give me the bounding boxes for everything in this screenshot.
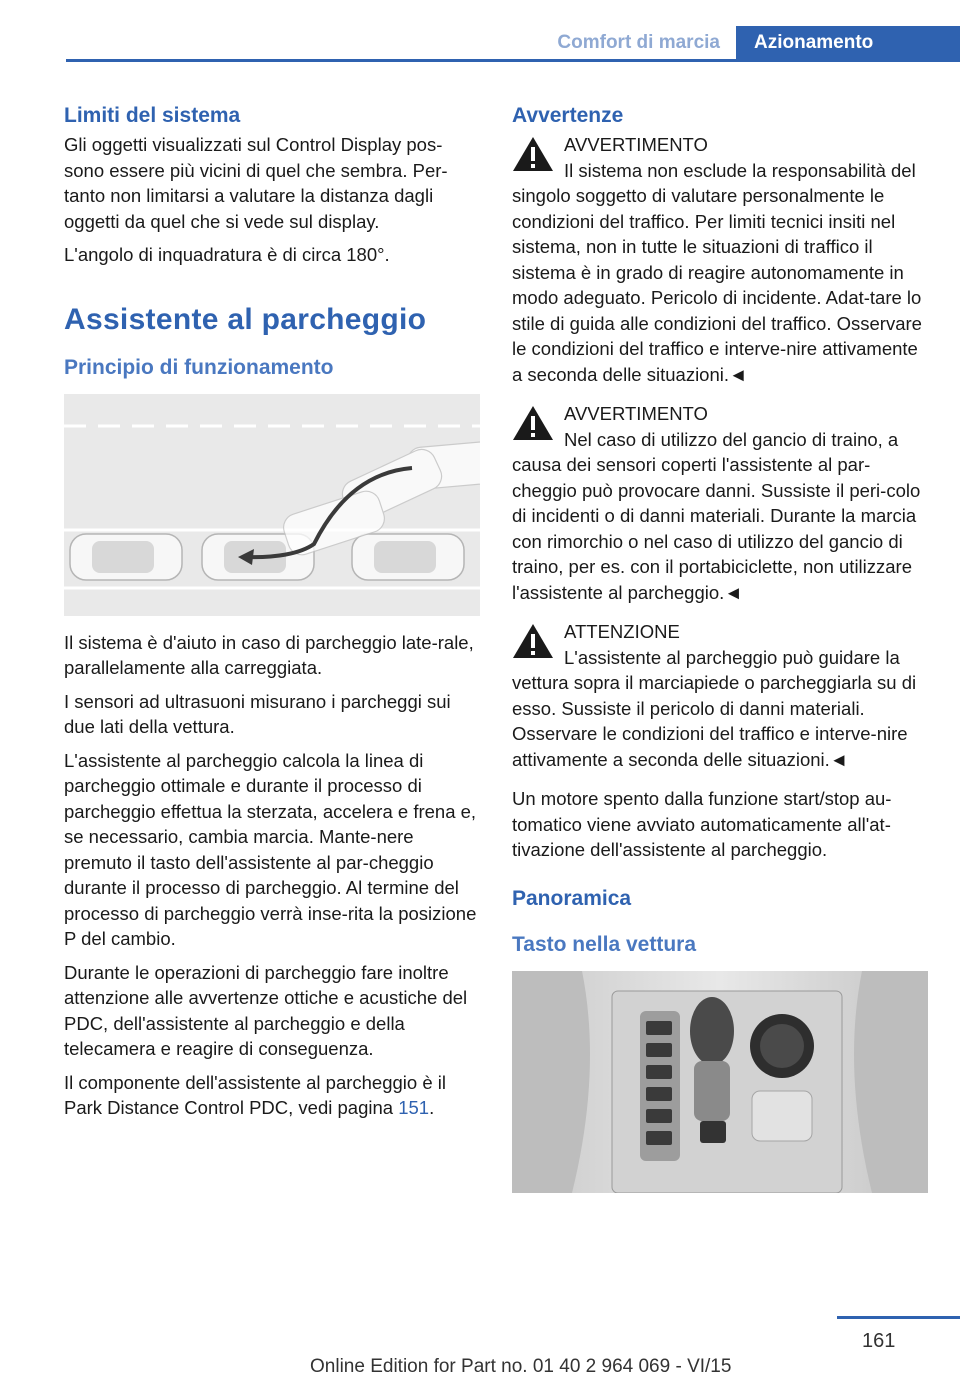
page-link[interactable]: 151	[398, 1097, 430, 1118]
paragraph-3: L'assistente al parcheggio calcola la linea di parcheggio ottimale e durante il processo di parcheggio effettua la sterzata, accelera e frena e, se necessario, cambia marcia. Mante-nere premuto il tasto dell'assistente al par-cheggio durante il processo di parcheggio. Al termine del processo di parcheggio verrà inse-rita la posizione P del cambio.	[64, 749, 477, 949]
warnings-heading: Avvertenze	[512, 104, 624, 127]
left-column	[64, 102, 480, 1129]
center-console-photo	[512, 971, 928, 1193]
limits-heading: Limiti del sistema	[64, 104, 241, 127]
parking-illustration	[64, 394, 480, 616]
principle-heading: Principio di funzionamento	[64, 355, 334, 379]
edition-note: Online Edition for Part no. 01 40 2 964 069 - VI/15	[310, 1356, 732, 1377]
parking-diagram	[64, 394, 480, 616]
page-footer	[0, 1316, 960, 1377]
right-column	[512, 102, 928, 1193]
button-heading: Tasto nella vettura	[512, 932, 696, 956]
section-heading: Assistente al parcheggio	[64, 302, 427, 336]
warning-triangle-icon	[512, 405, 554, 441]
footer-rule	[837, 1316, 960, 1319]
limits-paragraph-1: Gli oggetti visualizzati sul Control Display pos-sono essere più vicini di quel che sembra. Per-tanto non limitarsi a valutare la distanza dagli oggetti da quel che si vede sul display.	[64, 134, 448, 232]
page-number: 161	[862, 1330, 896, 1352]
warning-3-heading: ATTENZIONE	[564, 621, 680, 642]
console-illustration	[512, 971, 928, 1193]
pdc-reference-text: Il componente dell'assistente al parcheggio è il Park Distance Control PDC, vedi pagina	[64, 1071, 446, 1118]
page-header	[66, 26, 960, 62]
paragraph-5	[64, 1070, 480, 1121]
warning-3-body: L'assistente al parcheggio può guidare la vettura sopra il marciapiede o parcheggiarla su di esso. Sussiste il pericolo di danni materiali. Osservare le condizioni del traffico e interve-nire attivamente a seconda delle situazioni.◄	[512, 646, 917, 770]
warning-triangle-icon	[512, 136, 554, 172]
paragraph-5-end: .	[429, 1097, 435, 1118]
paragraph-4: Durante le operazioni di parcheggio fare inoltre attenzione alle avvertenze ottiche e acustiche del PDC, dell'assistente al parcheggio e della telecamera e reagire di conseguenza.	[64, 961, 468, 1059]
chapter-tab[interactable]: Comfort di marcia	[557, 32, 720, 53]
start-stop-paragraph: Un motore spento dalla funzione start/stop au-tomatico viene avviato automaticamente all'at-tivazione dell'assistente al parcheggio.	[512, 788, 892, 860]
limits-paragraph-2: L'angolo di inquadratura è di circa 180°.	[64, 244, 390, 265]
section-tab[interactable]: Azionamento	[736, 26, 960, 62]
overview-heading: Panoramica	[512, 886, 632, 910]
warning-1	[512, 132, 928, 387]
paragraph-2: I sensori ad ultrasuoni misurano i parcheggi sui due lati della vettura.	[64, 690, 451, 737]
warning-2-heading: AVVERTIMENTO	[564, 403, 708, 424]
warning-triangle-icon	[512, 623, 554, 659]
warning-1-heading: AVVERTIMENTO	[564, 134, 708, 155]
warning-3	[512, 619, 928, 772]
warning-2	[512, 401, 928, 605]
paragraph-1: Il sistema è d'aiuto in caso di parcheggio late-rale, parallelamente alla carreggiata.	[64, 631, 474, 678]
warning-1-body: Il sistema non esclude la responsabilità del singolo soggetto di valutare personalmente le condizioni del traffico. Per limiti tecnici insiti nel sistema, non in tutte le situazioni di traffico il sistema è in grado di reagire autonomamente in modo adeguato. Pericolo di incidente. Adat-tare lo stile di guida alle condizioni del traffico. Osservare le condizioni del traffico e interve-nire attivamente a seconda delle situazioni.◄	[512, 159, 922, 385]
warning-2-body: Nel caso di utilizzo del gancio di traino, a causa dei sensori coperti l'assistente al par-cheggio può provocare danni. Sussiste il peri-colo di incidenti o di danni materiali. Durante la marcia con rimorchio o nel caso di utilizzo del gancio di traino, per es. con il portabiciclette, non utilizzare l'assistente al parcheggio.◄	[512, 428, 921, 603]
header-rule	[66, 59, 960, 62]
